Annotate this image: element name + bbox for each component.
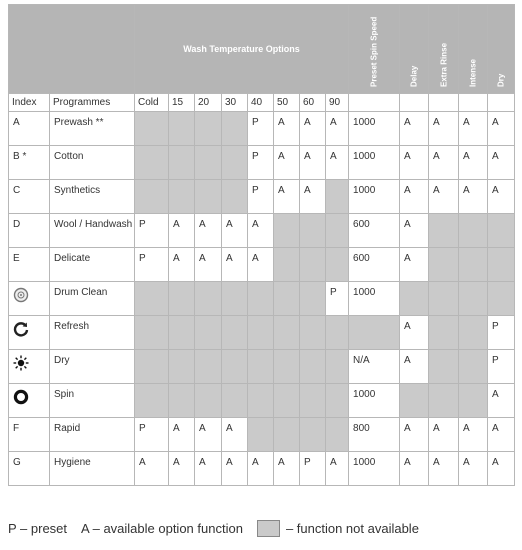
col-index: Index (9, 94, 50, 112)
option-cell (248, 418, 274, 452)
option-cell (248, 282, 274, 316)
option-cell (169, 350, 195, 384)
legend-na-swatch (257, 520, 280, 537)
option-cell: P (248, 180, 274, 214)
programme-table-wrap (8, 4, 514, 486)
option-cell: A (459, 180, 488, 214)
table-row (9, 248, 515, 282)
option-cell (274, 248, 300, 282)
row-programme: Rapid (50, 418, 135, 452)
option-cell: A (400, 452, 429, 486)
option-cell (429, 384, 459, 418)
option-cell: A (195, 248, 222, 282)
row-programme: Wool / Handwash (50, 214, 135, 248)
option-cell (169, 282, 195, 316)
col-delay-blank (400, 94, 429, 112)
table-row (9, 418, 515, 452)
table-row (9, 350, 515, 384)
option-cell: A (488, 180, 515, 214)
col-30: 30 (222, 94, 248, 112)
option-cell: A (400, 214, 429, 248)
option-cell: A (300, 146, 326, 180)
option-cell: A (488, 112, 515, 146)
option-cell (300, 282, 326, 316)
option-cell (248, 384, 274, 418)
row-programme: Synthetics (50, 180, 135, 214)
row-index: A (9, 112, 50, 146)
option-cell (222, 316, 248, 350)
option-cell (300, 214, 326, 248)
row-index: C (9, 180, 50, 214)
option-cell: A (300, 180, 326, 214)
col-50: 50 (274, 94, 300, 112)
row-programme: Refresh (50, 316, 135, 350)
option-cell (195, 180, 222, 214)
row-icon-cell (9, 282, 50, 316)
option-cell: A (429, 112, 459, 146)
table-row (9, 112, 515, 146)
row-icon-cell (9, 384, 50, 418)
option-cell (195, 350, 222, 384)
option-cell: P (326, 282, 349, 316)
option-cell: A (248, 214, 274, 248)
legend-preset: P – preset (8, 521, 68, 536)
option-cell: A (459, 146, 488, 180)
col-rinse-blank (429, 94, 459, 112)
option-cell (300, 350, 326, 384)
option-cell (135, 282, 169, 316)
row-programme: Dry (50, 350, 135, 384)
col-dry-blank (488, 94, 515, 112)
option-cell (488, 214, 515, 248)
option-cell (248, 316, 274, 350)
option-cell (488, 248, 515, 282)
option-cell (222, 350, 248, 384)
col-cold: Cold (135, 94, 169, 112)
col-intense-blank (459, 94, 488, 112)
legend (8, 520, 514, 537)
option-cell: A (326, 146, 349, 180)
spin-icon (13, 397, 29, 408)
option-cell: A (195, 418, 222, 452)
option-cell (222, 282, 248, 316)
option-cell: P (135, 214, 169, 248)
option-cell (169, 384, 195, 418)
row-programme: Spin (50, 384, 135, 418)
option-cell: A (195, 452, 222, 486)
option-cell: A (459, 452, 488, 486)
option-cell (459, 282, 488, 316)
option-cell: P (135, 248, 169, 282)
col-90: 90 (326, 94, 349, 112)
row-programme: Hygiene (50, 452, 135, 486)
row-programme: Drum Clean (50, 282, 135, 316)
drum-clean-icon (13, 295, 29, 306)
option-cell: A (326, 452, 349, 486)
column-header-row (9, 94, 515, 112)
option-cell: A (459, 418, 488, 452)
header-blank (9, 5, 135, 94)
option-cell (195, 316, 222, 350)
row-index: F (9, 418, 50, 452)
option-cell (349, 316, 400, 350)
col-15: 15 (169, 94, 195, 112)
option-cell (274, 214, 300, 248)
col-60: 60 (300, 94, 326, 112)
table-row (9, 316, 515, 350)
option-cell: A (488, 418, 515, 452)
wash-temp-header: Wash Temperature Options (135, 5, 349, 94)
option-cell (135, 350, 169, 384)
option-cell (459, 350, 488, 384)
option-cell: A (488, 384, 515, 418)
legend-available: A – available option function (81, 521, 243, 536)
option-cell (326, 248, 349, 282)
option-cell (400, 282, 429, 316)
row-index: B * (9, 146, 50, 180)
option-cell (459, 248, 488, 282)
option-cell (326, 384, 349, 418)
option-cell: A (400, 350, 429, 384)
extra-rinse-header: Extra Rinse (429, 5, 459, 94)
option-cell (429, 282, 459, 316)
option-cell: A (429, 452, 459, 486)
row-index: D (9, 214, 50, 248)
option-cell: 600 (349, 248, 400, 282)
option-cell (429, 248, 459, 282)
option-cell (195, 282, 222, 316)
legend-not-available: – function not available (285, 521, 419, 536)
option-cell (135, 146, 169, 180)
programme-table (8, 4, 515, 486)
option-cell (135, 112, 169, 146)
option-cell: 600 (349, 214, 400, 248)
option-cell: A (400, 418, 429, 452)
option-cell: 1000 (349, 180, 400, 214)
option-cell (300, 418, 326, 452)
option-cell (274, 350, 300, 384)
option-cell (222, 180, 248, 214)
option-cell: P (248, 112, 274, 146)
option-cell (326, 180, 349, 214)
delay-header: Delay (400, 5, 429, 94)
table-row (9, 282, 515, 316)
option-cell: A (326, 112, 349, 146)
option-cell: A (400, 248, 429, 282)
option-cell (326, 214, 349, 248)
dry-header: Dry (488, 5, 515, 94)
row-icon-cell (9, 316, 50, 350)
option-cell: 1000 (349, 282, 400, 316)
option-cell: A (222, 418, 248, 452)
option-cell (169, 316, 195, 350)
row-programme: Delicate (50, 248, 135, 282)
option-cell: A (195, 214, 222, 248)
option-cell: 1000 (349, 112, 400, 146)
option-cell: 1000 (349, 384, 400, 418)
option-cell: A (488, 146, 515, 180)
option-cell: P (488, 316, 515, 350)
option-cell (300, 248, 326, 282)
option-cell: A (169, 214, 195, 248)
row-index: G (9, 452, 50, 486)
option-cell: N/A (349, 350, 400, 384)
col-spin-blank (349, 94, 400, 112)
option-cell: P (488, 350, 515, 384)
option-cell (429, 350, 459, 384)
option-cell: A (274, 452, 300, 486)
option-cell: A (400, 316, 429, 350)
option-cell (274, 282, 300, 316)
option-cell: A (169, 248, 195, 282)
option-cell (326, 350, 349, 384)
table-row (9, 384, 515, 418)
intense-header: Intense (459, 5, 488, 94)
option-cell (195, 146, 222, 180)
row-programme: Prewash ** (50, 112, 135, 146)
option-cell: A (274, 146, 300, 180)
option-cell (135, 180, 169, 214)
option-cell (300, 316, 326, 350)
option-cell (459, 316, 488, 350)
option-cell: 1000 (349, 146, 400, 180)
option-cell: A (400, 180, 429, 214)
option-cell (248, 350, 274, 384)
option-cell (300, 384, 326, 418)
option-cell (195, 384, 222, 418)
option-cell (429, 214, 459, 248)
option-cell (400, 384, 429, 418)
option-cell: P (248, 146, 274, 180)
col-programmes: Programmes (50, 94, 135, 112)
option-cell: 800 (349, 418, 400, 452)
option-cell: A (400, 112, 429, 146)
option-cell: A (248, 248, 274, 282)
option-cell (169, 180, 195, 214)
table-row (9, 452, 515, 486)
option-cell: A (459, 112, 488, 146)
option-cell: A (135, 452, 169, 486)
col-20: 20 (195, 94, 222, 112)
option-cell: A (169, 418, 195, 452)
option-cell: P (300, 452, 326, 486)
option-cell (274, 316, 300, 350)
option-cell: A (274, 180, 300, 214)
option-cell (274, 384, 300, 418)
option-cell (169, 112, 195, 146)
option-cell (169, 146, 195, 180)
option-cell: P (135, 418, 169, 452)
option-cell: A (429, 180, 459, 214)
row-programme: Cotton (50, 146, 135, 180)
option-cell: A (169, 452, 195, 486)
option-cell (195, 112, 222, 146)
table-row (9, 146, 515, 180)
row-icon-cell (9, 350, 50, 384)
option-cell: A (429, 146, 459, 180)
option-cell: A (488, 452, 515, 486)
sun-icon (13, 363, 29, 374)
option-cell (222, 146, 248, 180)
option-cell (135, 384, 169, 418)
option-cell: A (429, 418, 459, 452)
option-cell (488, 282, 515, 316)
option-cell (429, 316, 459, 350)
option-cell (326, 418, 349, 452)
col-40: 40 (248, 94, 274, 112)
option-cell (135, 316, 169, 350)
table-body (9, 112, 515, 486)
option-cell: A (222, 248, 248, 282)
option-cell (222, 112, 248, 146)
option-cell: A (222, 452, 248, 486)
option-cell (222, 384, 248, 418)
option-cell: A (274, 112, 300, 146)
table-row (9, 214, 515, 248)
option-cell: A (400, 146, 429, 180)
option-cell (459, 384, 488, 418)
option-cell: A (300, 112, 326, 146)
option-cell (459, 214, 488, 248)
option-cell (274, 418, 300, 452)
row-index: E (9, 248, 50, 282)
refresh-icon (13, 329, 29, 340)
spin-header: Preset Spin Speed (349, 5, 400, 94)
option-cell: A (248, 452, 274, 486)
table-row (9, 180, 515, 214)
option-cell: A (222, 214, 248, 248)
option-cell: 1000 (349, 452, 400, 486)
option-cell (326, 316, 349, 350)
